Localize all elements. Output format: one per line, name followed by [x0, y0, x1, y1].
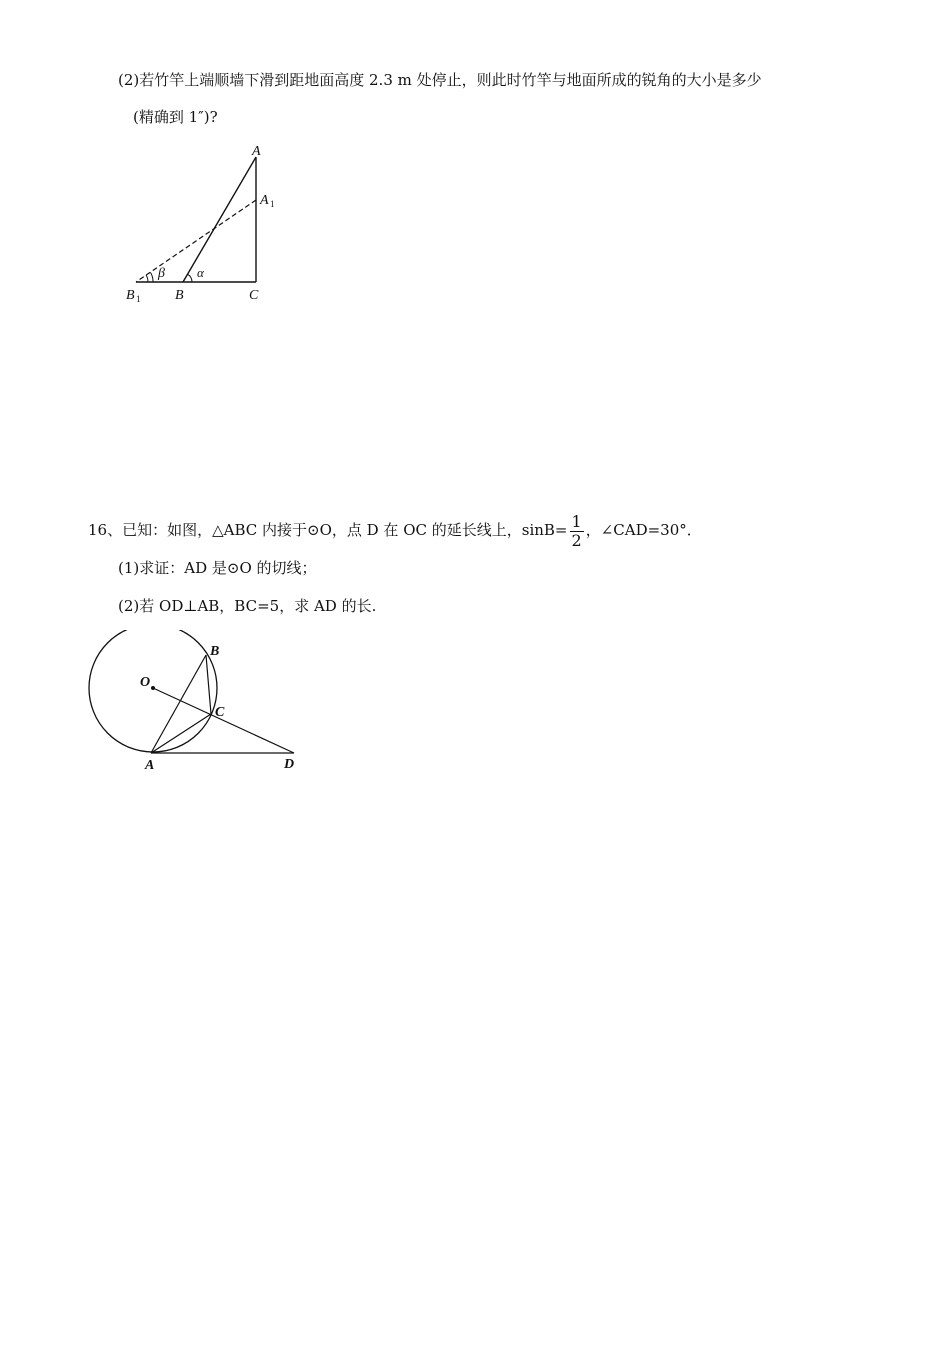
label-B: B	[210, 644, 220, 659]
alpha-arc	[188, 274, 193, 282]
q16-part1: (1)求证：AD 是⊙O 的切线；	[118, 559, 317, 577]
label-A1-sub: 1	[270, 199, 275, 209]
label-B1-sub: 1	[136, 294, 141, 304]
fraction-denominator: 2	[571, 530, 582, 550]
label-alpha: α	[197, 265, 204, 280]
label-A1: A	[260, 193, 269, 208]
line-bc	[206, 655, 211, 714]
q15-figure	[120, 140, 290, 310]
label-B1: B	[126, 288, 135, 303]
label-A: A	[252, 144, 261, 159]
q16-figure	[80, 630, 320, 780]
fraction-numerator: 1	[571, 511, 582, 531]
circle-o	[89, 630, 220, 752]
line-ac	[151, 714, 211, 753]
beta-arc-1	[146, 275, 148, 282]
label-beta: β	[158, 266, 165, 281]
pole-a1b1-dashed	[136, 200, 256, 282]
label-C: C	[215, 705, 225, 720]
label-B: B	[175, 288, 184, 303]
pole-ab	[183, 157, 256, 282]
label-D: D	[284, 757, 295, 772]
q16-stem-before: 16、已知：如图，△ABC 内接于⊙O，点 D 在 OC 的延长线上，sinB=	[88, 521, 568, 539]
q16-part2: (2)若 OD⊥AB，BC=5，求 AD 的长.	[118, 597, 377, 615]
q16-stem-after: ，∠CAD=30°．	[585, 521, 702, 539]
line-ab	[151, 655, 206, 753]
sinB-fraction	[570, 513, 584, 550]
q15-part2-line1: (2)若竹竿上端顺墙下滑到距地面高度 2.3 m 处停止，则此时竹竿与地面所成的锐角的大小是多少	[118, 71, 762, 89]
label-A: A	[145, 758, 155, 773]
beta-arc-2	[151, 273, 154, 283]
q15-part2-line2: (精确到 1″)?	[133, 108, 218, 126]
line-od	[153, 688, 294, 753]
label-O: O	[140, 675, 151, 690]
label-C: C	[249, 288, 259, 303]
q16-stem	[88, 512, 702, 550]
